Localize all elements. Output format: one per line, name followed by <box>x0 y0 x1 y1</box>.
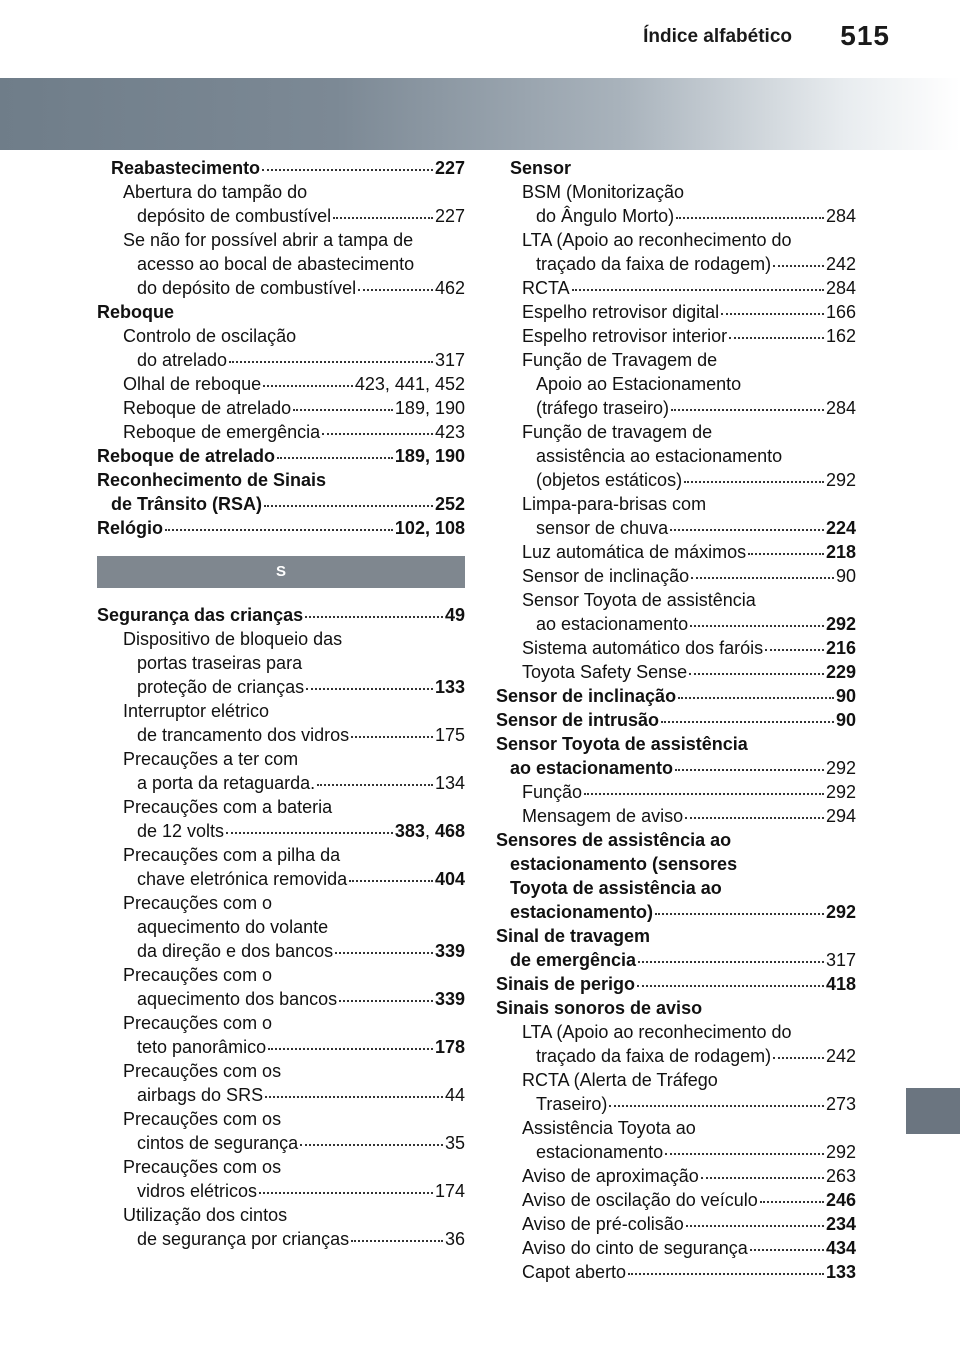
index-subentry: ao estacionamento 292 <box>536 614 856 634</box>
index-column-right <box>496 156 856 1284</box>
index-subentry: Apoio ao Estacionamento <box>536 374 742 394</box>
index-subentry: de trancamento dos vidros 175 <box>137 725 465 745</box>
index-subentry: Aviso de pré-colisão 234 <box>522 1214 856 1234</box>
index-entry: Relógio 102, 108 <box>97 518 465 538</box>
index-subentry: Se não for possível abrir a tampa de <box>123 230 414 250</box>
index-entry: Sensor <box>510 158 572 178</box>
index-subentry: acesso ao bocal de abastecimento <box>137 254 415 274</box>
index-subentry: do atrelado 317 <box>137 350 465 370</box>
index-subentry: de segurança por crianças 36 <box>137 1229 465 1249</box>
index-subentry: Toyota Safety Sense 229 <box>522 662 856 682</box>
index-subentry: Reboque de emergência 423 <box>123 422 465 442</box>
index-subentry: assistência ao estacionamento <box>536 446 783 466</box>
index-entry: Sensor de inclinação 90 <box>496 686 856 706</box>
index-subentry: LTA (Apoio ao reconhecimento do <box>522 230 792 250</box>
index-subentry: Abertura do tampão do <box>123 182 308 202</box>
index-subentry: Dispositivo de bloqueio das <box>123 629 343 649</box>
index-subentry: Assistência Toyota ao <box>522 1118 696 1138</box>
index-subentry: a porta da retaguarda. 134 <box>137 773 465 793</box>
index-subentry: Precauções com os <box>123 1109 282 1129</box>
index-subentry: Precauções com os <box>123 1061 282 1081</box>
index-subentry: Espelho retrovisor interior 162 <box>522 326 856 346</box>
index-subentry: de 12 volts 383, 468 <box>137 821 465 841</box>
index-entry: de Trânsito (RSA) 252 <box>111 494 465 514</box>
index-subentry: Olhal de reboque 423, 441, 452 <box>123 374 465 394</box>
index-subentry: Espelho retrovisor digital 166 <box>522 302 856 322</box>
index-subentry: chave eletrónica removida 404 <box>137 869 465 889</box>
index-entry: Reconhecimento de Sinais <box>97 470 327 490</box>
index-entry: Segurança das crianças 49 <box>97 605 465 625</box>
index-subentry: Precauções com o <box>123 965 273 985</box>
index-subentry: Capot aberto 133 <box>522 1262 856 1282</box>
index-subentry: (tráfego traseiro) 284 <box>536 398 856 418</box>
index-subentry: do Ângulo Morto) 284 <box>536 206 856 226</box>
index-subentry: Precauções com o <box>123 893 273 913</box>
index-subentry: Sistema automático dos faróis 216 <box>522 638 856 658</box>
index-subentry: cintos de segurança 35 <box>137 1133 465 1153</box>
index-subentry: traçado da faixa de rodagem) 242 <box>536 254 856 274</box>
index-entry: estacionamento) 292 <box>510 902 856 922</box>
index-subentry: Função de Travagem de <box>522 350 718 370</box>
page-header <box>0 0 960 66</box>
index-subentry: proteção de crianças 133 <box>137 677 465 697</box>
index-subentry: BSM (Monitorização <box>522 182 685 202</box>
index-subentry: Função de travagem de <box>522 422 713 442</box>
index-subentry: Mensagem de aviso 294 <box>522 806 856 826</box>
index-subentry: do depósito de combustível 462 <box>137 278 465 298</box>
index-subentry: Reboque de atrelado 189, 190 <box>123 398 465 418</box>
section-header-s: S <box>97 556 465 588</box>
index-subentry: estacionamento 292 <box>536 1142 856 1162</box>
index-subentry: Aviso de oscilação do veículo 246 <box>522 1190 856 1210</box>
index-subentry: sensor de chuva 224 <box>536 518 856 538</box>
index-subentry: airbags do SRS 44 <box>137 1085 465 1105</box>
index-entry: ao estacionamento 292 <box>510 758 856 778</box>
index-entry: Reboque de atrelado 189, 190 <box>97 446 465 466</box>
index-subentry: Aviso do cinto de segurança 434 <box>522 1238 856 1258</box>
index-entry: estacionamento (sensores <box>510 854 738 874</box>
index-subentry: Precauções com a bateria <box>123 797 333 817</box>
index-subentry: Sensor de inclinação 90 <box>522 566 856 586</box>
index-subentry: vidros elétricos 174 <box>137 1181 465 1201</box>
index-subentry: Traseiro) 273 <box>536 1094 856 1114</box>
index-subentry: depósito de combustível 227 <box>137 206 465 226</box>
index-subentry: LTA (Apoio ao reconhecimento do <box>522 1022 792 1042</box>
index-entry: de emergência 317 <box>510 950 856 970</box>
index-entry: Sinais de perigo 418 <box>496 974 856 994</box>
index-subentry: Interruptor elétrico <box>123 701 270 721</box>
header-band <box>0 78 960 150</box>
index-subentry: aquecimento dos bancos 339 <box>137 989 465 1009</box>
index-entry: Reboque <box>97 302 175 322</box>
index-subentry: aquecimento do volante <box>137 917 329 937</box>
index-subentry: portas traseiras para <box>137 653 303 673</box>
index-entry: Reabastecimento 227 <box>111 158 465 178</box>
chapter-side-tab <box>906 1088 960 1134</box>
index-subentry: RCTA (Alerta de Tráfego <box>522 1070 718 1090</box>
index-entry: Sinais sonoros de aviso <box>496 998 703 1018</box>
index-subentry: Precauções com o <box>123 1013 273 1033</box>
index-subentry: RCTA 284 <box>522 278 856 298</box>
index-column-left <box>97 156 465 1251</box>
index-subentry: Função 292 <box>522 782 856 802</box>
index-entry: Sensores de assistência ao <box>496 830 732 850</box>
index-subentry: Precauções com os <box>123 1157 282 1177</box>
index-subentry: traçado da faixa de rodagem) 242 <box>536 1046 856 1066</box>
index-subentry: Luz automática de máximos 218 <box>522 542 856 562</box>
index-subentry: teto panorâmico 178 <box>137 1037 465 1057</box>
index-subentry: (objetos estáticos) 292 <box>536 470 856 490</box>
index-subentry: Utilização dos cintos <box>123 1205 288 1225</box>
index-entry: Sensor de intrusão 90 <box>496 710 856 730</box>
index-subentry: Limpa-para-brisas com <box>522 494 707 514</box>
index-entry: Sinal de travagem <box>496 926 651 946</box>
index-subentry: Controlo de oscilação <box>123 326 297 346</box>
index-entry: Toyota de assistência ao <box>510 878 722 898</box>
index-subentry: da direção e dos bancos 339 <box>137 941 465 961</box>
header-title: Índice alfabético <box>643 26 792 47</box>
page-number: 515 <box>840 20 890 51</box>
index-subentry: Precauções com a pilha da <box>123 845 341 865</box>
index-entry: Sensor Toyota de assistência <box>496 734 748 754</box>
index-subentry: Aviso de aproximação 263 <box>522 1166 856 1186</box>
index-subentry: Sensor Toyota de assistência <box>522 590 756 610</box>
index-subentry: Precauções a ter com <box>123 749 299 769</box>
